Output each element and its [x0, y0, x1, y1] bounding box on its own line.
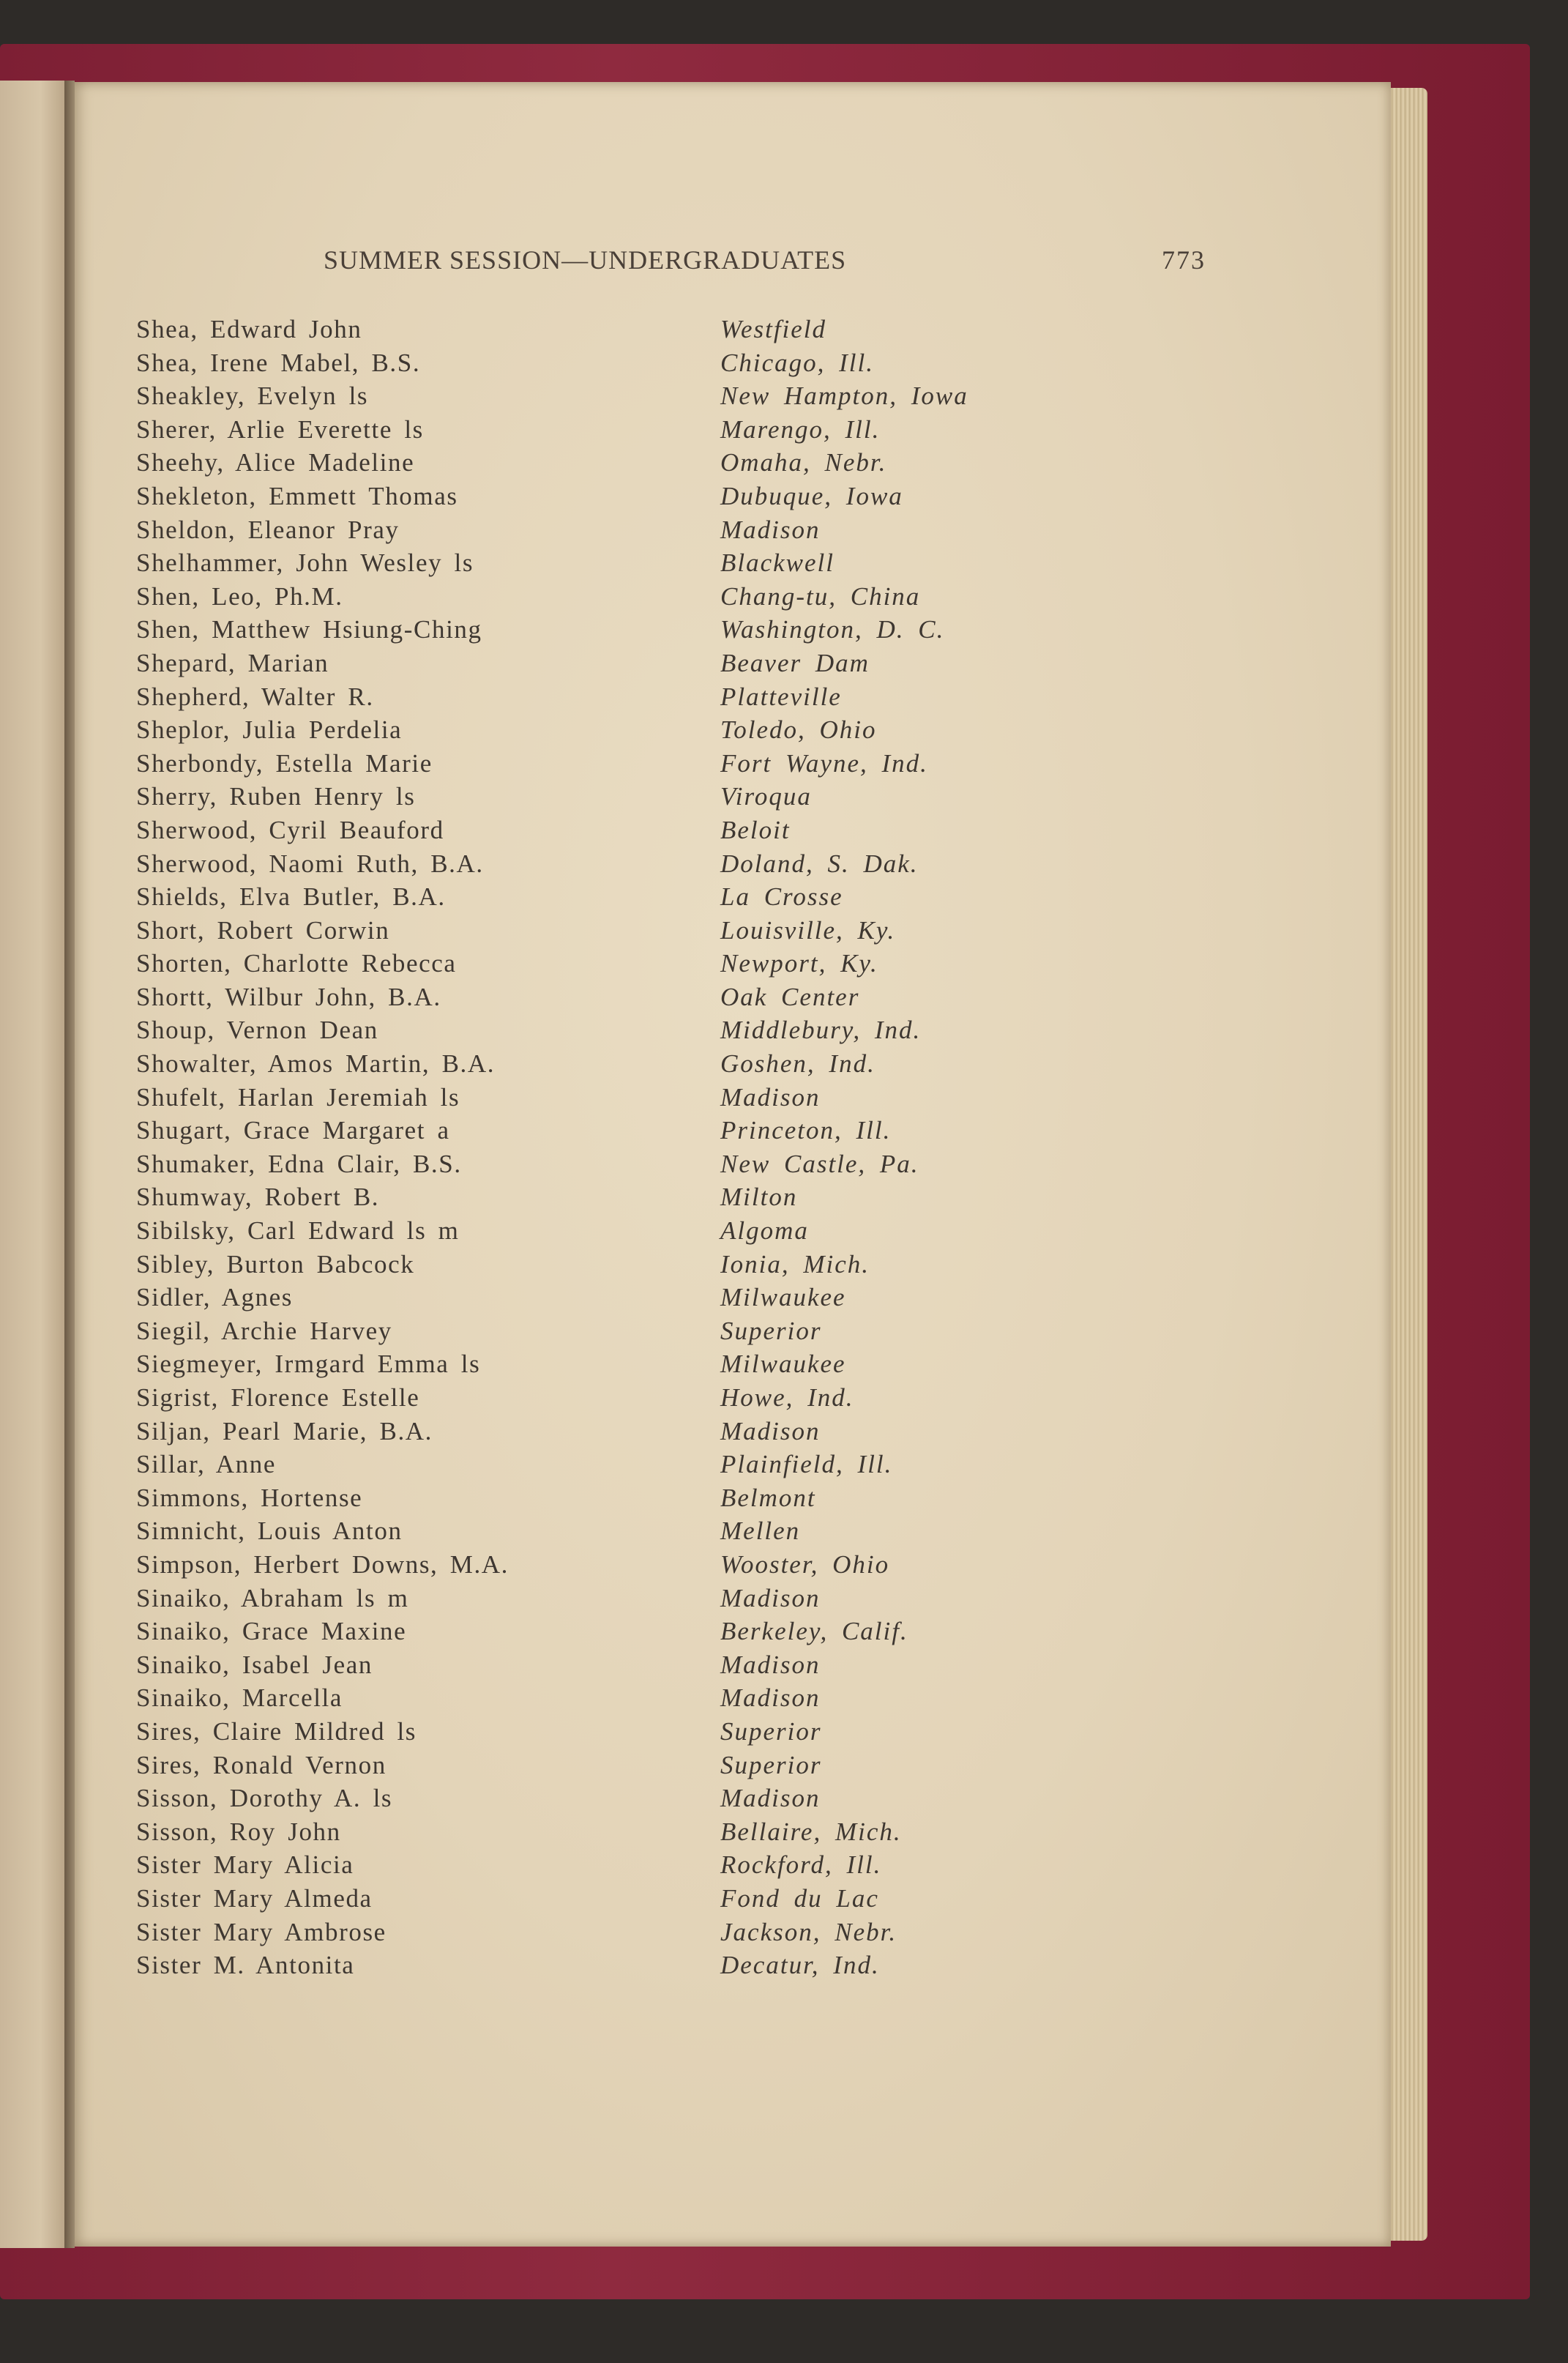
student-hometown: La Crosse	[720, 882, 843, 912]
book-gutter	[64, 81, 75, 2248]
student-name: Sillar, Anne	[136, 1450, 277, 1479]
student-name: Sister Mary Almeda	[136, 1883, 373, 1913]
student-hometown: Fort Wayne, Ind.	[720, 748, 928, 778]
student-name: Short, Robert Corwin	[136, 915, 390, 945]
student-name: Sinaiko, Abraham ls m	[136, 1583, 409, 1612]
list-item	[136, 1116, 1205, 1150]
list-item	[136, 349, 1205, 382]
student-hometown: Superior	[720, 1716, 822, 1746]
student-hometown: Omaha, Nebr.	[720, 448, 887, 477]
list-item	[136, 382, 1205, 415]
list-item	[136, 882, 1205, 916]
student-name: Sisson, Dorothy A. ls	[136, 1784, 393, 1813]
list-item	[136, 1951, 1205, 1984]
student-hometown: Middlebury, Ind.	[720, 1016, 922, 1045]
student-hometown: Plainfield, Ill.	[720, 1450, 893, 1479]
student-hometown: Madison	[720, 1650, 821, 1679]
facing-page-edge	[0, 81, 67, 2248]
list-item	[136, 849, 1205, 883]
list-item	[136, 1450, 1205, 1484]
student-hometown: Washington, D. C.	[720, 615, 945, 644]
list-item	[136, 1584, 1205, 1618]
list-item	[136, 582, 1205, 616]
student-name: Sibilsky, Carl Edward ls m	[136, 1216, 460, 1246]
student-name: Shugart, Grace Margaret a	[136, 1116, 450, 1145]
student-hometown: Viroqua	[720, 782, 812, 811]
student-name: Shekleton, Emmett Thomas	[136, 481, 458, 510]
student-hometown: Jackson, Nebr.	[720, 1917, 897, 1946]
student-name: Shufelt, Harlan Jeremiah ls	[136, 1082, 460, 1112]
list-item	[136, 1216, 1205, 1250]
student-hometown: Milwaukee	[720, 1283, 846, 1312]
list-item	[136, 1484, 1205, 1517]
student-list	[136, 315, 1205, 1984]
student-hometown: Howe, Ind.	[720, 1383, 854, 1412]
list-item	[136, 516, 1205, 549]
student-hometown: Toledo, Ohio	[720, 715, 877, 745]
student-name: Shoup, Vernon Dean	[136, 1016, 378, 1045]
list-item	[136, 682, 1205, 716]
student-hometown: Milton	[720, 1183, 798, 1212]
student-hometown: Madison	[720, 1583, 821, 1612]
list-item	[136, 782, 1205, 816]
student-hometown: New Castle, Pa.	[720, 1149, 919, 1178]
student-hometown: Milwaukee	[720, 1350, 846, 1379]
section-title: SUMMER SESSION—UNDERGRADUATES	[324, 245, 847, 275]
book-page	[73, 82, 1391, 2247]
student-hometown: Madison	[720, 1416, 821, 1445]
student-name: Simpson, Herbert Downs, M.A.	[136, 1549, 509, 1579]
list-item	[136, 1083, 1205, 1117]
student-hometown: Goshen, Ind.	[720, 1049, 876, 1079]
page-number: 773	[1162, 245, 1206, 275]
student-hometown: Oak Center	[720, 982, 860, 1011]
student-name: Showalter, Amos Martin, B.A.	[136, 1049, 496, 1079]
student-hometown: Newport, Ky.	[720, 949, 878, 978]
student-hometown: Mellen	[720, 1517, 801, 1546]
student-name: Shepherd, Walter R.	[136, 682, 374, 711]
list-item	[136, 983, 1205, 1016]
list-item	[136, 1651, 1205, 1684]
student-name: Sigrist, Florence Estelle	[136, 1383, 420, 1412]
student-hometown: Decatur, Ind.	[720, 1951, 880, 1980]
list-item	[136, 1350, 1205, 1383]
student-hometown: Belmont	[720, 1483, 816, 1512]
student-hometown: Blackwell	[720, 548, 835, 578]
student-name: Shields, Elva Butler, B.A.	[136, 882, 446, 912]
student-hometown: Madison	[720, 1082, 821, 1112]
list-item	[136, 1049, 1205, 1083]
student-name: Sherer, Arlie Everette ls	[136, 414, 424, 444]
student-name: Siegmeyer, Irmgard Emma ls	[136, 1350, 481, 1379]
list-item	[136, 415, 1205, 449]
list-item	[136, 548, 1205, 582]
list-item	[136, 715, 1205, 749]
student-hometown: Berkeley, Calif.	[720, 1617, 908, 1646]
student-hometown: Superior	[720, 1316, 822, 1345]
student-name: Sidler, Agnes	[136, 1283, 294, 1312]
student-hometown: Westfield	[720, 315, 827, 343]
student-name: Sheakley, Evelyn ls	[136, 382, 369, 411]
list-item	[136, 1717, 1205, 1751]
student-name: Shen, Matthew Hsiung-Ching	[136, 615, 482, 644]
student-hometown: Marengo, Ill.	[720, 414, 881, 444]
student-name: Sister M. Antonita	[136, 1951, 355, 1980]
student-hometown: Algoma	[720, 1216, 809, 1246]
list-item	[136, 1550, 1205, 1584]
student-name: Sheplor, Julia Perdelia	[136, 715, 403, 745]
list-item	[136, 1417, 1205, 1451]
list-item	[136, 1383, 1205, 1417]
list-item	[136, 916, 1205, 950]
student-name: Sherbondy, Estella Marie	[136, 748, 433, 778]
student-hometown: Beaver Dam	[720, 648, 870, 677]
student-name: Shortt, Wilbur John, B.A.	[136, 982, 441, 1011]
student-hometown: Chicago, Ill.	[720, 348, 874, 377]
list-item	[136, 482, 1205, 516]
list-item	[136, 1617, 1205, 1651]
student-name: Sibley, Burton Babcock	[136, 1249, 415, 1279]
list-item	[136, 1016, 1205, 1049]
student-name: Sires, Ronald Vernon	[136, 1750, 387, 1779]
list-item	[136, 1517, 1205, 1550]
student-name: Shea, Irene Mabel, B.S.	[136, 348, 421, 377]
student-hometown: Dubuque, Iowa	[720, 481, 903, 510]
student-hometown: Madison	[720, 515, 821, 544]
list-item	[136, 816, 1205, 849]
student-name: Sherry, Ruben Henry ls	[136, 782, 416, 811]
student-name: Sinaiko, Marcella	[136, 1683, 343, 1713]
list-item	[136, 1784, 1205, 1817]
student-hometown: New Hampton, Iowa	[720, 382, 968, 411]
student-hometown: Princeton, Ill.	[720, 1116, 892, 1145]
list-item	[136, 1918, 1205, 1951]
list-item	[136, 1283, 1205, 1317]
student-name: Sheehy, Alice Madeline	[136, 448, 415, 477]
list-item	[136, 1884, 1205, 1918]
student-name: Simnicht, Louis Anton	[136, 1517, 403, 1546]
student-name: Sister Mary Ambrose	[136, 1917, 387, 1946]
student-name: Sister Mary Alicia	[136, 1850, 354, 1880]
student-hometown: Chang-tu, China	[720, 581, 921, 611]
student-name: Sherwood, Naomi Ruth, B.A.	[136, 849, 484, 878]
list-item	[136, 615, 1205, 649]
list-item	[136, 1250, 1205, 1284]
list-item	[136, 749, 1205, 783]
list-item	[136, 1150, 1205, 1183]
student-hometown: Rockford, Ill.	[720, 1850, 882, 1880]
student-name: Simmons, Hortense	[136, 1483, 363, 1512]
student-name: Sherwood, Cyril Beauford	[136, 815, 444, 844]
student-hometown: Bellaire, Mich.	[720, 1817, 902, 1846]
student-hometown: Wooster, Ohio	[720, 1549, 890, 1579]
student-hometown: Louisville, Ky.	[720, 915, 896, 945]
student-name: Shepard, Marian	[136, 648, 329, 677]
student-hometown: Doland, S. Dak.	[720, 849, 919, 878]
student-name: Shelhammer, John Wesley ls	[136, 548, 474, 578]
list-item	[136, 1850, 1205, 1884]
student-name: Shorten, Charlotte Rebecca	[136, 949, 457, 978]
student-name: Shumaker, Edna Clair, B.S.	[136, 1149, 462, 1178]
list-item	[136, 1183, 1205, 1216]
student-name: Sinaiko, Isabel Jean	[136, 1650, 373, 1679]
list-item	[136, 1751, 1205, 1785]
student-name: Sires, Claire Mildred ls	[136, 1716, 417, 1746]
student-hometown: Beloit	[720, 815, 791, 844]
list-item	[136, 1683, 1205, 1717]
student-name: Siegil, Archie Harvey	[136, 1316, 392, 1345]
student-hometown: Platteville	[720, 682, 842, 711]
student-name: Shen, Leo, Ph.M.	[136, 581, 343, 611]
student-hometown: Superior	[720, 1750, 822, 1779]
student-name: Siljan, Pearl Marie, B.A.	[136, 1416, 433, 1445]
list-item	[136, 448, 1205, 482]
student-name: Shumway, Robert B.	[136, 1183, 380, 1212]
student-name: Sisson, Roy John	[136, 1817, 341, 1846]
student-hometown: Madison	[720, 1784, 821, 1813]
student-name: Sheldon, Eleanor Pray	[136, 515, 400, 544]
student-hometown: Ionia, Mich.	[720, 1249, 870, 1279]
student-hometown: Fond du Lac	[720, 1883, 879, 1913]
list-item	[136, 315, 1205, 349]
list-item	[136, 949, 1205, 983]
list-item	[136, 1817, 1205, 1851]
list-item	[136, 1317, 1205, 1350]
student-name: Sinaiko, Grace Maxine	[136, 1617, 407, 1646]
student-name: Shea, Edward John	[136, 315, 362, 343]
list-item	[136, 649, 1205, 682]
student-hometown: Madison	[720, 1683, 821, 1713]
